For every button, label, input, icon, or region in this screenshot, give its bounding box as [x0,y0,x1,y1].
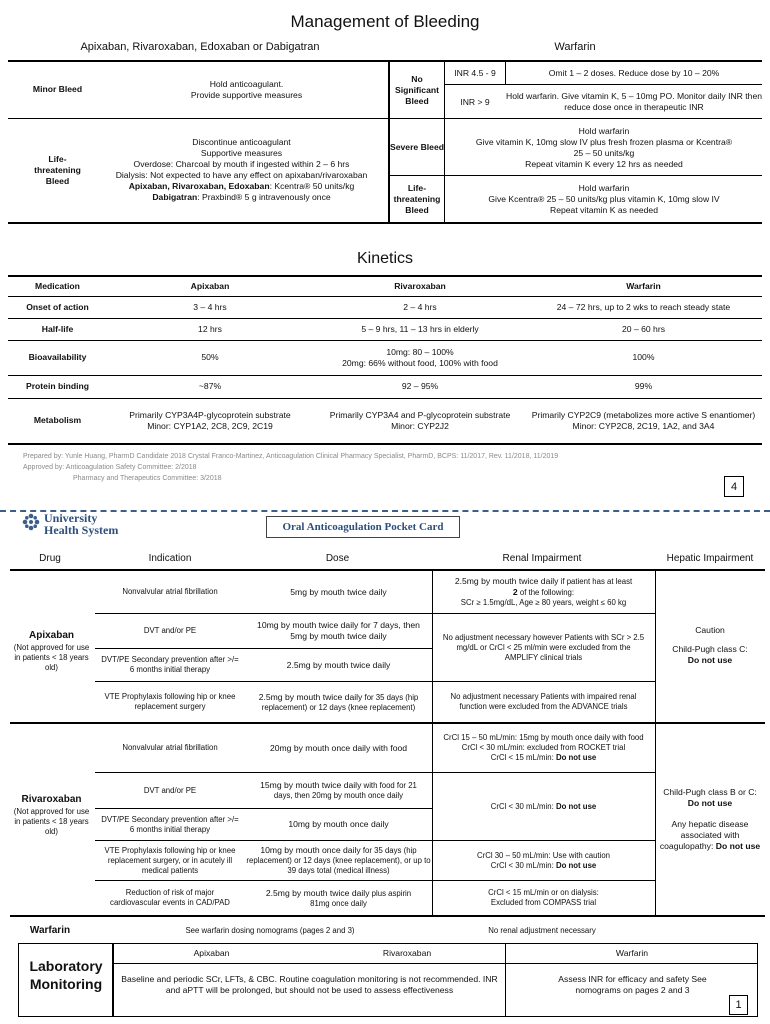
kin-cell: ~87% [198,381,222,391]
logo-line-2: Health System [44,523,119,537]
apix-dose-vte: 2.5mg by mouth twice daily for 35 days (hip replacement) or 12 days (knee replacement) [258,691,419,712]
lab-warfarin-text: Assess INR for efficacy and safety See nomograms on pages 2 and 3 [558,974,707,995]
inr-9-label: INR > 9 [460,96,490,107]
riva-dose-af: 20mg by mouth once daily with food [269,742,408,753]
kin-row-label: Onset of action [26,301,89,312]
warfarin-dose: See warfarin dosing nomograms (pages 2 and 3) [185,926,355,935]
apix-ind-vte: VTE Prophylaxis following hip or knee replacement surgery [104,692,236,711]
page-number-1: 1 [729,995,748,1015]
approved-by: Approved by: Anticoagulation Safety Committee: 2/2018 [23,464,197,471]
life-threatening-text: Discontinue anticoagulant Supportive measures Overdose: Charcoal by mouth if ingested within 2 – 6 hrs Dialysis: Not expected to have any effect on apixaban/rivaroxaban Apixaban, Rivaroxaban, Edoxaban: Kcentra® 50 units/kg Dabigatran: Praxbind® 5 g intravenously once [115,137,368,202]
page-number-4: 4 [724,476,744,497]
kin-cell: Primarily CYP3A4 and P-glycoprotein substrate Minor: CYP2J2 [329,409,511,431]
pocket-card-title: Oral Anticoagulation Pocket Card [266,516,460,538]
col-drug: Drug [39,553,61,564]
kin-row-label: Bioavailability [28,352,87,362]
rivaroxaban-drug: Rivaroxaban (Not approved for use in patients < 18 years old) [13,793,90,836]
bleeding-title: Management of Bleeding [290,12,480,31]
kin-cell: 50% [201,352,219,362]
kin-cell: 20 – 60 hrs [622,323,665,334]
kin-cell: 24 – 72 hrs, up to 2 wks to reach steady state [556,301,731,312]
kin-row-label: Protein binding [25,381,89,391]
kin-cell: Primarily CYP2C9 (metabolizes more active S enantiomer) Minor: CYP2C8, 2C19, 1A2, and 3A4 [531,409,756,431]
kin-cell: 12 hrs [198,323,222,334]
university-logo-icon [22,513,40,531]
col-dose: Dose [325,553,350,564]
riva-dose-vte: 10mg by mouth once daily for 35 days (hip replacement) or 12 days (knee replacement), or up to 39 days total (medical illness) [246,845,431,875]
riva-ind-vte: VTE Prophylaxis following hip or knee replacement surgery, or in acutely ill medical patients [104,845,236,875]
severe-bleed-label: Severe Bleed [390,142,444,152]
riva-renal-cad: CrCl < 15 mL/min or on dialysis: Excluded from COMPASS trial [488,888,599,907]
kin-cell: 10mg: 80 – 100% 20mg: 66% without food, 100% with food [342,346,498,368]
kin-header-apixaban: Apixaban [190,280,230,291]
no-significant-bleed-label: No Significant Bleed [395,73,439,106]
severe-bleed-text: Hold warfarin Give vitamin K, 10mg slow IV plus fresh frozen plasma or Kcentra® 25 – 50 units/kg Repeat vitamin K every 12 hrs as needed [475,125,733,169]
col-hepatic: Hepatic Impairment [666,553,754,564]
warfarin-drug: Warfarin [29,925,71,936]
lab-monitoring-label: Laboratory Monitoring [29,958,103,992]
doac-header: Apixaban, Rivaroxaban, Edoxaban or Dabigatran [80,41,320,53]
kin-cell: 3 – 4 hrs [193,301,227,312]
kin-cell: 5 – 9 hrs, 11 – 13 hrs in elderly [361,323,479,334]
apix-dose-secondary: 2.5mg by mouth twice daily [286,659,391,670]
lab-col-apixaban: Apixaban [193,948,230,958]
kin-row-label: Half-life [41,323,74,334]
apix-dose-af: 5mg by mouth twice daily [290,586,387,597]
riva-dose-cad: 2.5mg by mouth twice daily plus aspirin 81mg once daily [265,887,412,908]
apix-renal-vte: No adjustment necessary Patients with impaired renal function were excluded from the ADVANCE trials [450,692,637,711]
kin-row-label: Metabolism [33,415,82,425]
riva-ind-dvt: DVT and/or PE [143,785,197,795]
riva-ind-af: Nonvalvular atrial fibrillation [122,743,218,752]
minor-bleed-text: Hold anticoagulant. Provide supportive measures [190,79,303,100]
prepared-by: Prepared by: Yunle Huang, PharmD Candidate 2018 Crystal Franco-Martinez, Anticoagulation Clinical Pharmacy Specialist, PharmD, BCPS: 11/2017, Rev. 11/2018, 11/2019 [23,453,559,460]
kin-cell: 92 – 95% [401,381,439,391]
cut-line [0,510,770,512]
kin-cell: 2 – 4 hrs [403,301,437,312]
inr-4-9-text: Omit 1 – 2 doses. Reduce dose by 10 – 20% [548,67,720,78]
kin-header-warfarin: Warfarin [626,280,661,291]
apix-renal-dvt: No adjustment necessary however Patients with SCr > 2.5 mg/dL or CrCl < 25 ml/min were excluded from the AMPLIFY clinical trials [442,632,645,662]
riva-hepatic: Child-Pugh class B or C: Do not use Any hepatic disease associated with coagulopathy: Do not use [659,787,761,851]
riva-ind-secondary: DVT/PE Secondary prevention after >/= 6 months initial therapy [101,814,239,834]
riva-renal-af: CrCl 15 – 50 mL/min: 15mg by mouth once daily with food CrCl < 30 mL/min: excluded from ROCKET trial CrCl < 15 mL/min: Do not use [443,733,644,762]
lab-doac-text: Baseline and periodic SCr, LFTs, & CBC. Routine coagulation monitoring is not recommended. INR and aPTT will be prolonged, but should not be used to assess effectiveness [121,974,498,995]
col-renal: Renal Impairment [502,553,582,564]
apix-renal-af: 2.5mg by mouth twice daily if patient has at least 2 of the following: SCr ≥ 1.5mg/dL, Age ≥ 80 years, weight ≤ 60 kg [454,576,633,607]
riva-dose-dvt: 15mg by mouth twice daily with food for 21 days, then 20mg by mouth once daily [260,780,417,800]
kin-header-rivaroxaban: Rivaroxaban [394,280,446,291]
lab-col-warfarin: Warfarin [615,948,649,958]
life-threatening-label: Life-threatening Bleed [34,153,81,186]
apix-ind-dvt: DVT and/or PE [143,626,197,635]
kin-cell: 100% [632,352,655,362]
riva-ind-cad: Reduction of risk of major cardiovascular events in CAD/PAD [110,888,230,907]
inr-9-text: Hold warfarin. Give vitamin K, 5 – 10mg PO. Monitor daily INR then reduce dose once in therapeutic INR [506,91,763,112]
apix-dose-dvt: 10mg by mouth twice daily for 7 days, then 5mg by mouth twice daily [257,620,420,641]
minor-bleed-label: Minor Bleed [32,83,83,94]
apix-hepatic: Caution Child-Pugh class C: Do not use [672,624,748,665]
warfarin-life-bleed-label: Life-threatening Bleed [393,182,441,215]
logo-line-1: University [44,511,98,525]
kin-header-medication: Medication [35,280,80,291]
riva-renal-dvt: CrCl < 30 mL/min: Do not use [490,801,597,811]
warfarin-renal: No renal adjustment necessary [488,926,596,935]
riva-renal-vte: CrCl 30 – 50 mL/min: Use with caution CrCl < 30 mL/min: Do not use [476,850,611,870]
inr-4-9-label: INR 4.5 - 9 [454,67,496,78]
riva-dose-secondary: 10mg by mouth once daily [288,819,389,829]
warfarin-header: Warfarin [554,41,596,53]
warfarin-life-bleed-text: Hold warfarin Give Kcentra® 25 – 50 units/kg plus vitamin K, 10mg slow IV Repeat vitamin K as needed [488,182,720,215]
col-indication: Indication [148,553,192,564]
lab-col-rivaroxaban: Rivaroxaban [382,948,432,958]
apix-ind-secondary: DVT/PE Secondary prevention after >/= 6 months initial therapy [101,655,239,674]
kin-cell: 99% [634,381,653,391]
kinetics-title: Kinetics [356,250,414,267]
apixaban-drug: Apixaban (Not approved for use in patients < 18 years old) [13,629,90,672]
approved-by-pt: Pharmacy and Therapeutics Committee: 3/2018 [73,475,222,482]
kin-cell: Primarily CYP3A4P-glycoprotein substrate Minor: CYP1A2, 2C8, 2C9, 2C19 [129,409,291,431]
apix-ind-af: Nonvalvular atrial fibrillation [122,587,218,596]
